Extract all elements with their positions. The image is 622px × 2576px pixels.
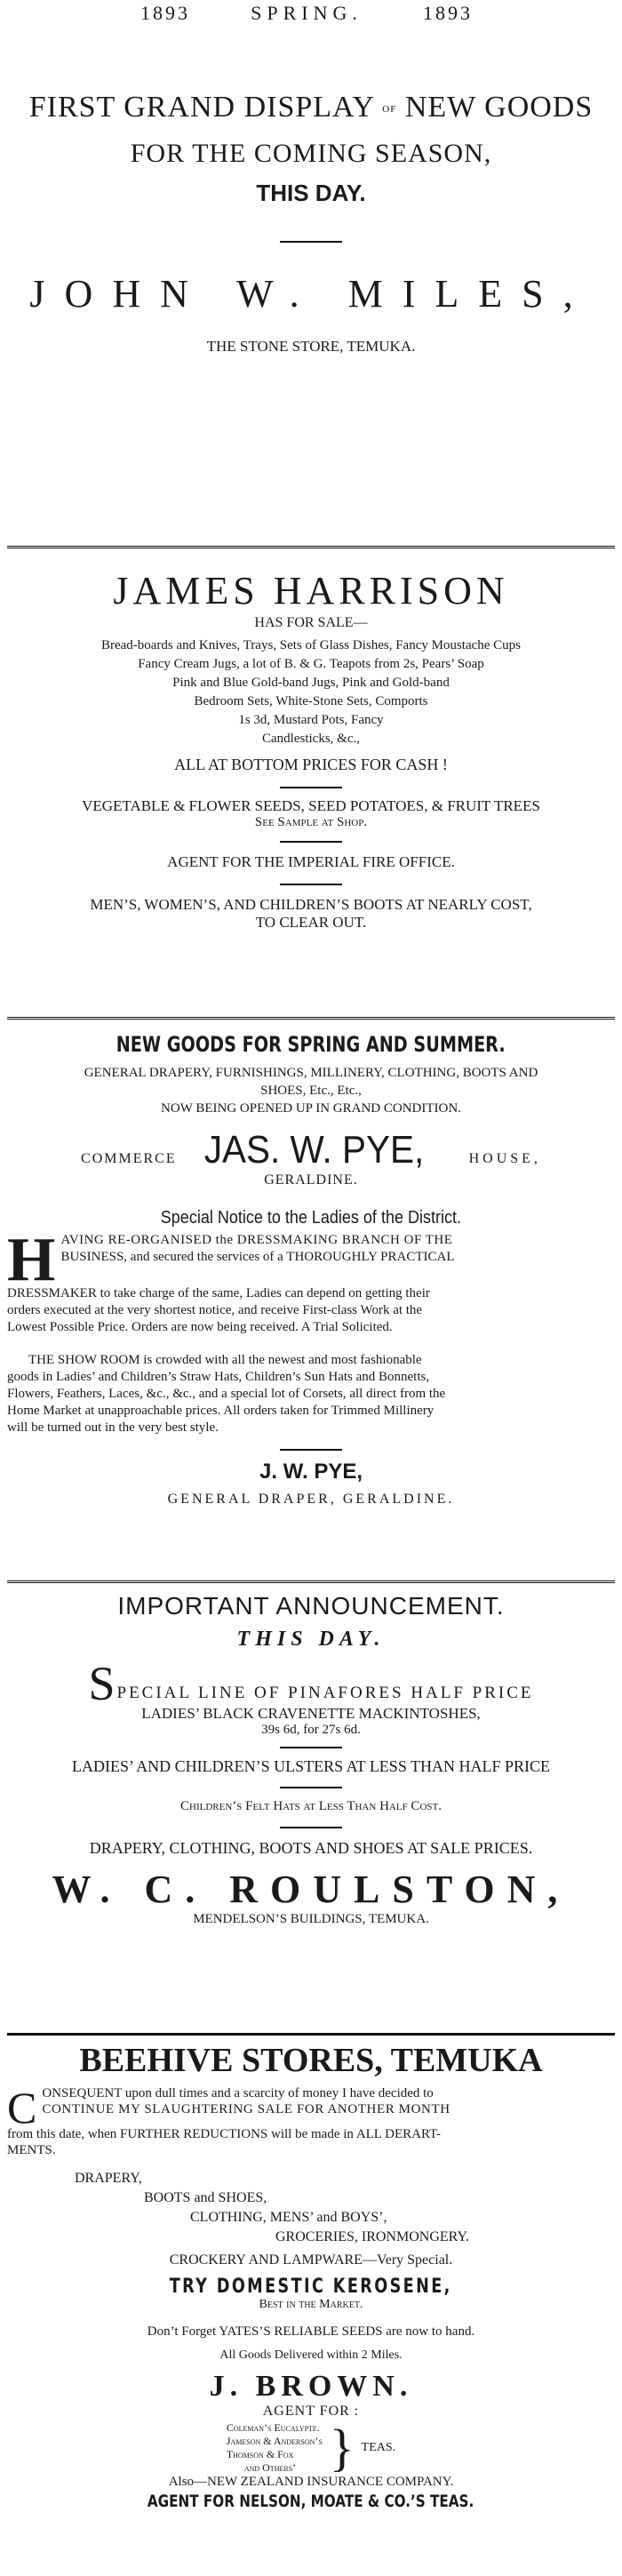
pye-advert	[7, 1032, 615, 1580]
roulston-this-day: THIS DAY.	[236, 1628, 386, 1651]
beehive-para: C ONSEQUENT upon dull times and a scarcity of money I have decided to CONTINUE MY SLAUGHTERING SALE FOR ANOTHER MONTH from this date, when FURTHER REDUCTIONS will be made in ALL DERART- MENTS.	[7, 2083, 451, 2157]
harrison-item: 1s 3d, Mustard Pots, Fancy	[238, 713, 384, 727]
pye-drapery: GENERAL DRAPERY, FURNISHINGS, MILLINERY, CLOTHING, BOOTS AND SHOES, Etc., Etc., NOW BEING OPENED UP IN GRAND CONDITION.	[84, 1066, 538, 1116]
harrison-item: Candlesticks, &c.,	[262, 732, 360, 746]
beehive-advert	[7, 2041, 615, 2576]
roulston-headline: IMPORTANT ANNOUNCEMENT.	[117, 1592, 505, 1620]
roulston-name: W. C. ROULSTON,	[52, 1868, 570, 1911]
roulston-special: S PECIAL LINE OF PINAFORES HALF PRICE	[88, 1657, 534, 1710]
beehive-list: DRAPERY, BOOTS and SHOES, CLOTHING, MENS’ and BOYS’, GROCERIES, IRONMONGERY.	[75, 2171, 469, 2244]
beehive-kerosene: TRY DOMESTIC KEROSENE,	[170, 2276, 452, 2298]
miles-headline-1: FIRST GRAND DISPLAY OF NEW GOODS	[28, 91, 594, 124]
harrison-item: Pink and Blue Gold-band Jugs, Pink and Gold-band	[172, 676, 450, 690]
section-divider	[7, 546, 615, 548]
teas-list: Coleman’s Eucalypte. Jameson & Anderson’s Thomson & Fox and Others’	[226, 2421, 323, 2474]
harrison-advert	[7, 568, 615, 1017]
pye-notice: Special Notice to the Ladies of the District.	[160, 1208, 462, 1228]
beehive-agent-for: AGENT FOR :	[262, 2404, 360, 2419]
harrison-item: Bedroom Sets, White-Stone Sets, Comports	[194, 694, 428, 708]
pye-para-1: H AVING RE-ORGANISED the DRESSMAKING BRANCH OF THE BUSINESS, and secured the services of a THOROUGHLY PRACTICAL DRESSMAKER to take charge of the same, Ladies can depend on getting their orders executed at the very shortest notice, and receive First-class Work at the Lowest Possible Price. Orders are now being received. A Trial Solicited.	[7, 1226, 455, 1334]
roulston-mack-1: LADIES’ BLACK CRAVENETTE MACKINTOSHES,	[141, 1705, 481, 1722]
teas-block: Coleman’s Eucalypte. Jameson & Anderson’s Thomson & Fox and Others’ } TEAS.	[226, 2419, 396, 2476]
harrison-prices: ALL AT BOTTOM PRICES FOR CASH !	[174, 756, 448, 773]
roulston-felt: Children’s Felt Hats at Less Than Half Cost.	[180, 1799, 442, 1813]
beehive-best: Best in the Market.	[259, 2298, 363, 2311]
harrison-boots-2: TO CLEAR OUT.	[255, 914, 367, 931]
divider	[280, 884, 342, 885]
beehive-delivered: All Goods Delivered within 2 Miles.	[219, 2348, 403, 2362]
brace: }	[329, 2419, 355, 2476]
pye-para-2: THE SHOW ROOM is crowded with all the newest and most fashionable goods in Ladies’ and Children’s Straw Hats, Children’s Sun Hats and Bonnetts, Flowers, Feathers, Laces, &c., &c., and a special lot of Corsets, all direct from the Home Market at unapproachable prices. All orders taken for Trimmed Millinery will be turned out in the very best style.	[7, 1353, 446, 1435]
divider	[280, 241, 342, 243]
roulston-address: MENDELSON’S BUILDINGS, TEMUKA.	[193, 1912, 429, 1926]
section-divider	[7, 1017, 615, 1020]
harrison-item: Fancy Cream Jugs, a lot of B. & G. Teapots from 2s, Pears’ Soap	[138, 657, 484, 671]
season-header	[7, 0, 615, 27]
beehive-agent-nelson: AGENT FOR NELSON, MOATE & CO.’S TEAS.	[148, 2492, 474, 2511]
pye-town: GERALDINE.	[264, 1172, 358, 1188]
miles-headline-2: FOR THE COMING SEASON,	[130, 139, 492, 168]
harrison-name: JAMES HARRISON	[113, 569, 509, 612]
harrison-seeds: VEGETABLE & FLOWER SEEDS, SEED POTATOES, & FRUIT TREES	[82, 797, 540, 814]
pye-name: JAS. W. PYE,	[203, 1128, 424, 1172]
roulston-ulsters: LADIES’ AND CHILDREN’S ULSTERS AT LESS THAN HALF PRICE	[71, 1757, 551, 1775]
beehive-title: BEEHIVE STORES, TEMUKA	[79, 2042, 543, 2079]
beehive-also: Also—NEW ZEALAND INSURANCE COMPANY.	[168, 2475, 454, 2489]
section-divider	[7, 1580, 615, 1583]
divider	[280, 1787, 342, 1788]
pye-signature: J. W. PYE,	[259, 1460, 363, 1484]
beehive-name: J. BROWN.	[209, 2370, 413, 2403]
drop-cap: S	[88, 1657, 116, 1710]
drop-cap: H	[7, 1226, 56, 1294]
harrison-items	[7, 636, 615, 748]
beehive-yates: Don’t Forget YATES’S RELIABLE SEEDS are now to hand.	[147, 2324, 475, 2339]
pye-headline: NEW GOODS FOR SPRING AND SUMMER.	[116, 1032, 506, 1057]
drop-cap: C	[7, 2083, 37, 2132]
miles-address: THE STONE STORE, TEMUKA.	[206, 338, 416, 355]
miles-advert	[7, 91, 615, 546]
pye-signature-sub: GENERAL DRAPER, GERALDINE.	[167, 1492, 455, 1507]
divider	[280, 1449, 342, 1451]
miles-name: JOHN W. MILES,	[29, 272, 593, 316]
section-divider	[7, 2033, 615, 2036]
season-label: SPRING.	[251, 2, 363, 24]
harrison-for-sale: HAS FOR SALE—	[254, 615, 368, 630]
beehive-crockery: CROCKERY AND LAMPWARE—Very Special.	[169, 2252, 453, 2268]
miles-headline-3: THIS DAY.	[256, 180, 366, 206]
year-right: 1893	[423, 2, 473, 24]
roulston-drapery: DRAPERY, CLOTHING, BOOTS AND SHOES AT SALE PRICES.	[89, 1839, 533, 1857]
year-left: 1893	[140, 2, 190, 24]
harrison-sample: See Sample at Shop.	[254, 815, 368, 829]
divider	[280, 1827, 342, 1828]
pye-nameplate: COMMERCE JAS. W. PYE, HOUSE,	[81, 1128, 541, 1172]
harrison-item: Bread-boards and Knives, Trays, Sets of Glass Dishes, Fancy Moustache Cups	[100, 638, 522, 652]
divider	[280, 1747, 342, 1748]
roulston-advert	[7, 1592, 615, 2033]
divider	[280, 841, 342, 843]
divider	[280, 787, 342, 788]
roulston-mack-2: 39s 6d, for 27s 6d.	[261, 1723, 361, 1737]
harrison-boots-1: MEN’S, WOMEN’S, AND CHILDREN’S BOOTS AT NEARLY COST,	[90, 896, 532, 913]
harrison-agent: AGENT FOR THE IMPERIAL FIRE OFFICE.	[167, 853, 455, 870]
